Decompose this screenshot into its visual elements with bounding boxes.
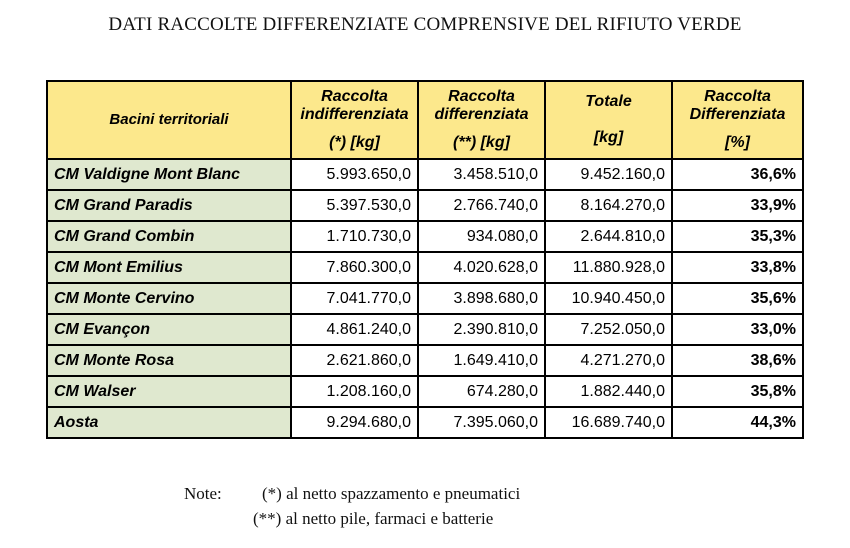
undifferentiated-value: 1.710.730,0 [291,221,418,252]
notes-label: Note: [184,484,222,503]
header-total-label: Totale [585,93,632,110]
percentage-value: 35,6% [672,283,803,314]
table-row [47,407,803,438]
header-differentiated [418,81,545,159]
table-row [47,221,803,252]
differentiated-value: 4.020.628,0 [418,252,545,283]
header-percentage-line1: Raccolta [704,88,771,105]
percentage-value: 44,3% [672,407,803,438]
undifferentiated-value: 9.294.680,0 [291,407,418,438]
differentiated-value: 674.280,0 [418,376,545,407]
header-basin-label: Bacini territoriali [109,111,229,128]
table-row [47,159,803,190]
document-title: DATI RACCOLTE DIFFERENZIATE COMPRENSIVE DEL RIFIUTO VERDE [108,14,742,35]
basin-name: CM Walser [47,376,291,407]
differentiated-value: 2.766.740,0 [418,190,545,221]
percentage-value: 33,0% [672,314,803,345]
percentage-value: 35,8% [672,376,803,407]
data-table [46,80,804,439]
percentage-value: 36,6% [672,159,803,190]
undifferentiated-value: 7.860.300,0 [291,252,418,283]
basin-name: Aosta [47,407,291,438]
note-item: (*) al netto spazzamento e pneumatici [262,484,521,503]
table-row [47,283,803,314]
undifferentiated-value: 1.208.160,0 [291,376,418,407]
header-undifferentiated-unit: (*) [kg] [329,134,380,151]
basin-name: CM Mont Emilius [47,252,291,283]
header-basin [47,81,291,159]
percentage-value: 38,6% [672,345,803,376]
undifferentiated-value: 7.041.770,0 [291,283,418,314]
basin-name: CM Monte Rosa [47,345,291,376]
header-total [545,81,672,159]
header-percentage-unit: [%] [725,134,750,151]
header-percentage [672,81,803,159]
total-value: 9.452.160,0 [545,159,672,190]
total-value: 1.882.440,0 [545,376,672,407]
percentage-value: 33,9% [672,190,803,221]
basin-name: CM Grand Paradis [47,190,291,221]
header-undifferentiated-line1: Raccolta [321,88,388,105]
basin-name: CM Evançon [47,314,291,345]
basin-name: CM Valdigne Mont Blanc [47,159,291,190]
table-header-row [47,81,803,159]
differentiated-value: 934.080,0 [418,221,545,252]
header-differentiated-line1: Raccolta [448,88,515,105]
header-percentage-line2: Differenziata [689,106,786,123]
table-row [47,252,803,283]
total-value: 8.164.270,0 [545,190,672,221]
differentiated-value: 7.395.060,0 [418,407,545,438]
header-undifferentiated-line2: indifferenziata [300,106,409,123]
undifferentiated-value: 5.397.530,0 [291,190,418,221]
basin-name: CM Monte Cervino [47,283,291,314]
header-differentiated-unit: (**) [kg] [453,134,510,151]
table-row [47,345,803,376]
table-row [47,314,803,345]
header-total-unit: [kg] [593,129,624,146]
table-row [47,190,803,221]
total-value: 11.880.928,0 [545,252,672,283]
basin-name: CM Grand Combin [47,221,291,252]
percentage-value: 35,3% [672,221,803,252]
undifferentiated-value: 2.621.860,0 [291,345,418,376]
total-value: 16.689.740,0 [545,407,672,438]
differentiated-value: 3.458.510,0 [418,159,545,190]
undifferentiated-value: 5.993.650,0 [291,159,418,190]
differentiated-value: 2.390.810,0 [418,314,545,345]
total-value: 10.940.450,0 [545,283,672,314]
note-item: (**) al netto pile, farmaci e batterie [253,509,494,528]
undifferentiated-value: 4.861.240,0 [291,314,418,345]
percentage-value: 33,8% [672,252,803,283]
total-value: 2.644.810,0 [545,221,672,252]
header-differentiated-line2: differenziata [434,106,529,123]
total-value: 4.271.270,0 [545,345,672,376]
differentiated-value: 3.898.680,0 [418,283,545,314]
header-undifferentiated [291,81,418,159]
table-row [47,376,803,407]
total-value: 7.252.050,0 [545,314,672,345]
differentiated-value: 1.649.410,0 [418,345,545,376]
